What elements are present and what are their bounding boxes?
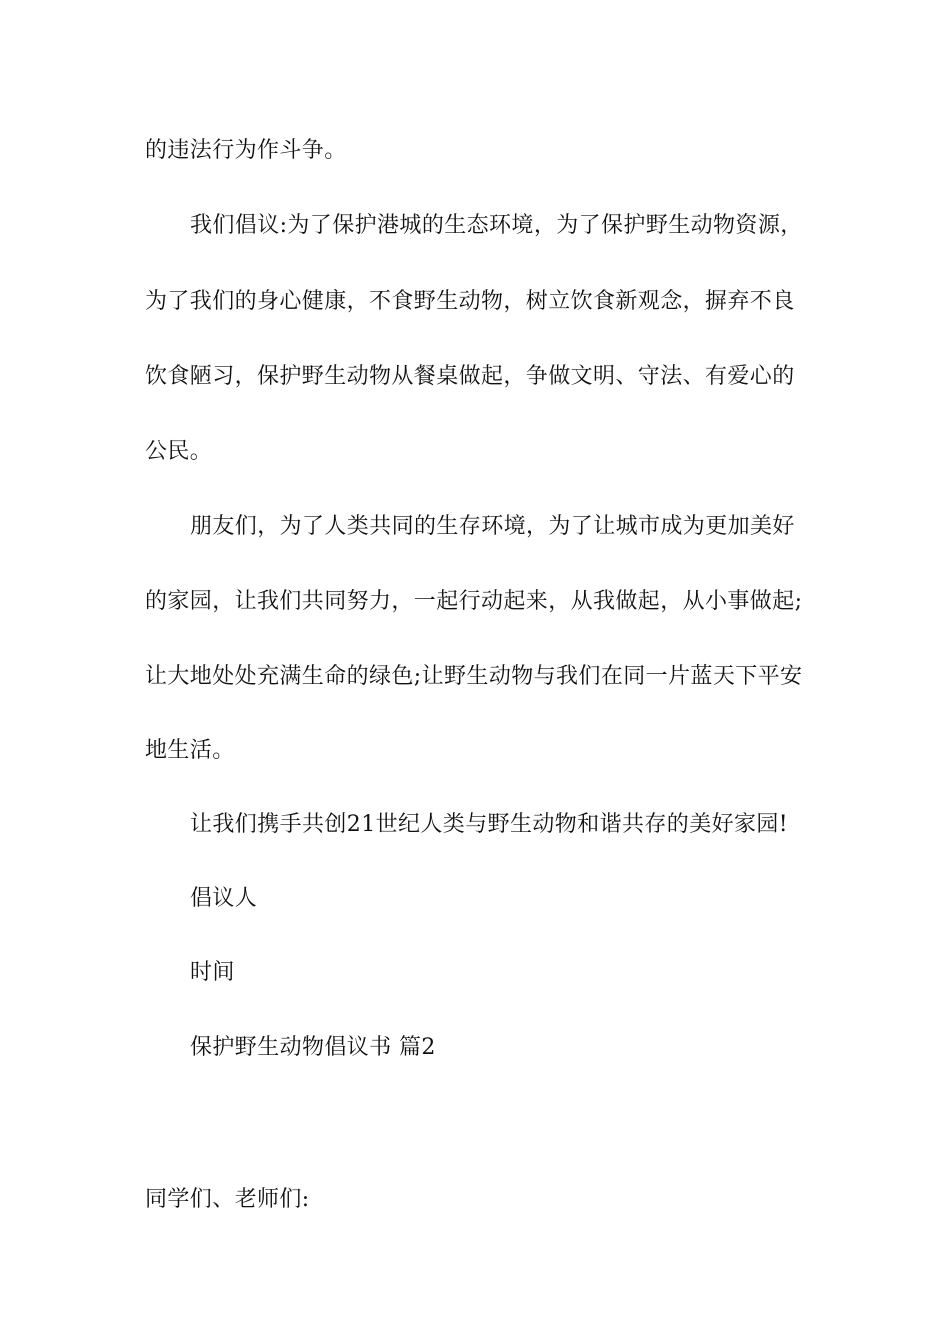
- signature-label: 倡议人: [190, 886, 258, 911]
- paragraph-line: 公民。: [145, 439, 213, 464]
- paragraph-line: 饮食陋习，保护野生动物从餐桌做起，争做文明、守法、有爱心的: [145, 364, 795, 389]
- salutation: 同学们、老师们:: [145, 1187, 310, 1212]
- paragraph-line: 为了我们的身心健康，不食野生动物，树立饮食新观念，摒弃不良: [145, 289, 795, 314]
- paragraph-line: 朋友们，为了人类共同的生存环境，为了让城市成为更加美好: [190, 514, 795, 539]
- section-heading: 保护野生动物倡议书 篇2: [190, 1035, 436, 1060]
- paragraph-line: 我们倡议:为了保护港城的生态环境，为了保护野生动物资源，: [190, 213, 803, 238]
- paragraph-line: 让大地处处充满生命的绿色;让野生动物与我们在同一片蓝天下平安: [145, 664, 803, 689]
- date-label: 时间: [190, 960, 235, 985]
- paragraph-line: 的违法行为作斗争。: [145, 138, 347, 163]
- paragraph-line: 让我们携手共创21世纪人类与野生动物和谐共存的美好家园!: [190, 812, 789, 837]
- paragraph-line: 的家园，让我们共同努力，一起行动起来，从我做起，从小事做起;: [145, 589, 803, 614]
- paragraph-line: 地生活。: [145, 738, 235, 763]
